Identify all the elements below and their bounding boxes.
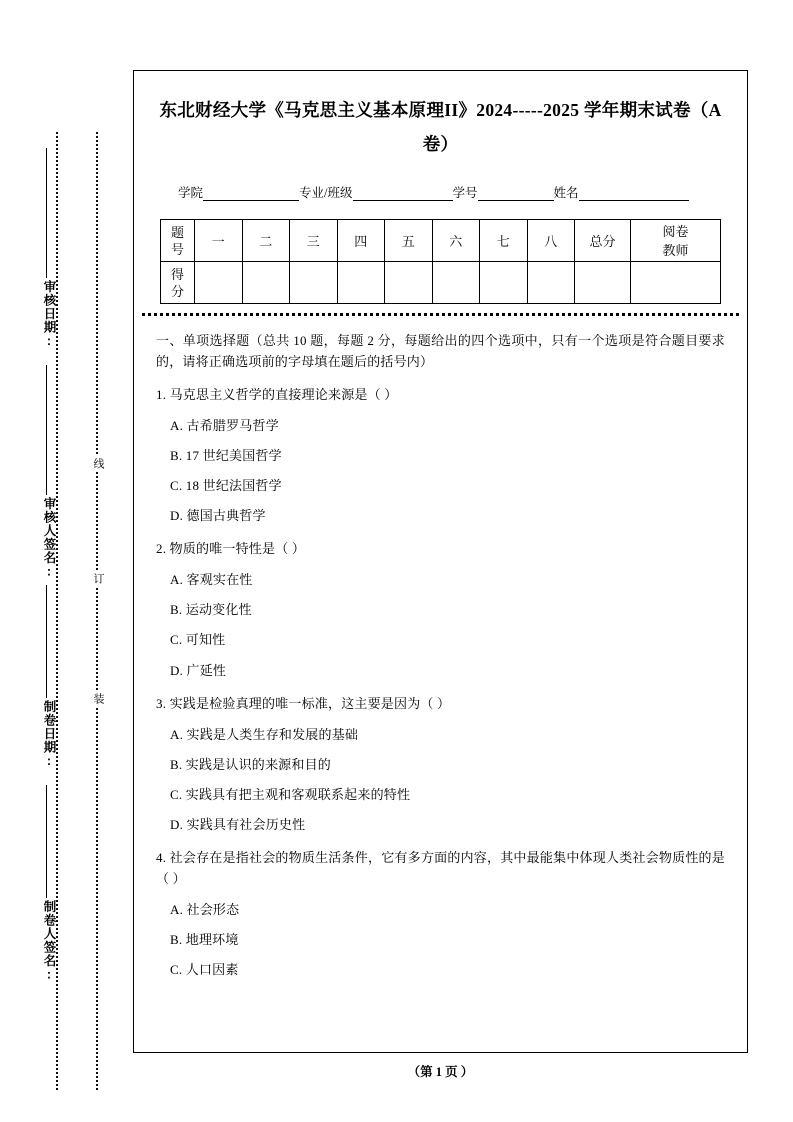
section-heading-single-choice: 一、单项选择题（总共 10 题，每题 2 分，每题给出的四个选项中，只有一个选项是符合题目要求的，请将正确选项前的字母填在题后的括号内） <box>156 333 725 370</box>
sidebar-label-reviewer-signature: 审核人签名: <box>42 497 56 580</box>
field-name-label: 姓名 <box>553 186 579 200</box>
score-table-col-1: 一 <box>195 220 243 262</box>
sidebar-label-production-date: 制卷日期: <box>42 700 56 769</box>
score-cell-total[interactable] <box>575 262 631 304</box>
score-table-rowhead-question <box>161 220 195 262</box>
field-student-id-label: 学号 <box>452 186 478 200</box>
score-cell-7[interactable] <box>480 262 528 304</box>
binding-dotted-line-outer <box>96 132 98 1090</box>
score-table-col-4: 四 <box>337 220 385 262</box>
score-table-col-2: 二 <box>242 220 290 262</box>
question-2-option-a[interactable]: A. 客观实在性 <box>170 572 253 588</box>
score-table-col-7: 七 <box>480 220 528 262</box>
sidebar-label-review-date: 审核日期: <box>42 280 56 349</box>
score-cell-grader[interactable] <box>631 262 721 304</box>
question-1-option-a[interactable]: A. 古希腊罗马哲学 <box>170 418 279 434</box>
question-2-option-c[interactable]: C. 可知性 <box>170 632 226 648</box>
question-1-option-c[interactable]: C. 18 世纪法国哲学 <box>170 478 282 494</box>
field-name <box>554 183 689 201</box>
seam-char-bind: 订 <box>88 570 106 587</box>
score-cell-4[interactable] <box>337 262 385 304</box>
score-table <box>160 219 721 304</box>
question-4-stem: 4. 社会存在是指社会的物质生活条件，它有多方面的内容，其中最能集中体现人类社会物质性的是（ ） <box>156 849 725 886</box>
table-row-question-numbers <box>161 220 721 262</box>
questions-body <box>156 330 725 980</box>
sidebar-rule-reviewer-signature <box>46 365 47 495</box>
sidebar-label-producer-signature: 制卷人签名: <box>42 900 56 983</box>
score-table-col-8: 八 <box>527 220 575 262</box>
score-cell-8[interactable] <box>527 262 575 304</box>
question-3-option-c[interactable]: C. 实践具有把主观和客观联系起来的特性 <box>170 786 411 802</box>
score-table-col-total: 总分 <box>575 220 631 262</box>
question-1-option-b[interactable]: B. 17 世纪美国哲学 <box>170 448 282 464</box>
student-info-row <box>156 183 725 201</box>
field-major-class-label: 专业/班级 <box>299 186 353 200</box>
sidebar-rule-production-date <box>46 585 47 698</box>
question-4-option-b[interactable]: B. 地理环境 <box>170 931 239 947</box>
sidebar-rule-producer-signature <box>46 785 47 898</box>
rowhead-question-line2: 号 <box>170 241 184 257</box>
sidebar-rule-review-date <box>46 148 47 278</box>
question-3-option-d[interactable]: D. 实践具有社会历史性 <box>170 816 306 832</box>
question-3-stem: 3. 实践是检验真理的唯一标准，这主要是因为（ ） <box>156 695 451 711</box>
field-student-id <box>453 183 554 201</box>
seam-char-pack: 装 <box>88 690 106 707</box>
score-table-col-5: 五 <box>385 220 433 262</box>
section-divider-dotted <box>142 313 739 316</box>
score-cell-2[interactable] <box>242 262 290 304</box>
score-cell-1[interactable] <box>195 262 243 304</box>
field-college-input[interactable] <box>203 188 299 201</box>
field-student-id-input[interactable] <box>478 188 554 201</box>
page-title: 东北财经大学《马克思主义基本原理II》2024-----2025 学年期末试卷（A 卷） <box>159 100 722 154</box>
field-college-label: 学院 <box>178 186 204 200</box>
rowhead-score-line1: 得 <box>170 266 184 282</box>
field-major-class <box>299 183 452 201</box>
score-cell-5[interactable] <box>385 262 433 304</box>
question-1-stem: 1. 马克思主义哲学的直接理论来源是（ ） <box>156 387 398 403</box>
score-table-rowhead-score <box>161 262 195 304</box>
seam-char-line: 线 <box>88 455 106 472</box>
score-table-col-6: 六 <box>432 220 480 262</box>
page-number-footer: （第 1 页 ） <box>407 1065 474 1079</box>
question-3-option-b[interactable]: B. 实践是认识的来源和目的 <box>170 756 331 772</box>
score-table-container <box>156 219 725 304</box>
score-cell-3[interactable] <box>290 262 338 304</box>
exam-page-frame <box>133 70 748 1053</box>
binding-strip <box>0 0 130 1122</box>
field-major-class-input[interactable] <box>353 188 453 201</box>
question-1-option-d[interactable]: D. 德国古典哲学 <box>170 508 266 524</box>
score-table-col-3: 三 <box>290 220 338 262</box>
question-2-option-d[interactable]: D. 广延性 <box>170 662 227 678</box>
question-3-option-a[interactable]: A. 实践是人类生存和发展的基础 <box>170 726 359 742</box>
grader-label-line2: 教师 <box>662 242 689 258</box>
field-college <box>178 183 299 201</box>
table-row-scores <box>161 262 721 304</box>
question-4-option-c[interactable]: C. 人口因素 <box>170 961 239 977</box>
question-4-option-a[interactable]: A. 社会形态 <box>170 901 240 917</box>
field-name-input[interactable] <box>579 188 689 201</box>
grader-label-line1: 阅卷 <box>662 223 689 239</box>
rowhead-question-line1: 题 <box>170 224 184 240</box>
rowhead-score-line2: 分 <box>170 283 184 299</box>
score-cell-6[interactable] <box>432 262 480 304</box>
question-2-option-b[interactable]: B. 运动变化性 <box>170 602 252 618</box>
score-table-col-grader <box>631 220 721 262</box>
question-2-stem: 2. 物质的唯一特性是（ ） <box>156 541 306 557</box>
